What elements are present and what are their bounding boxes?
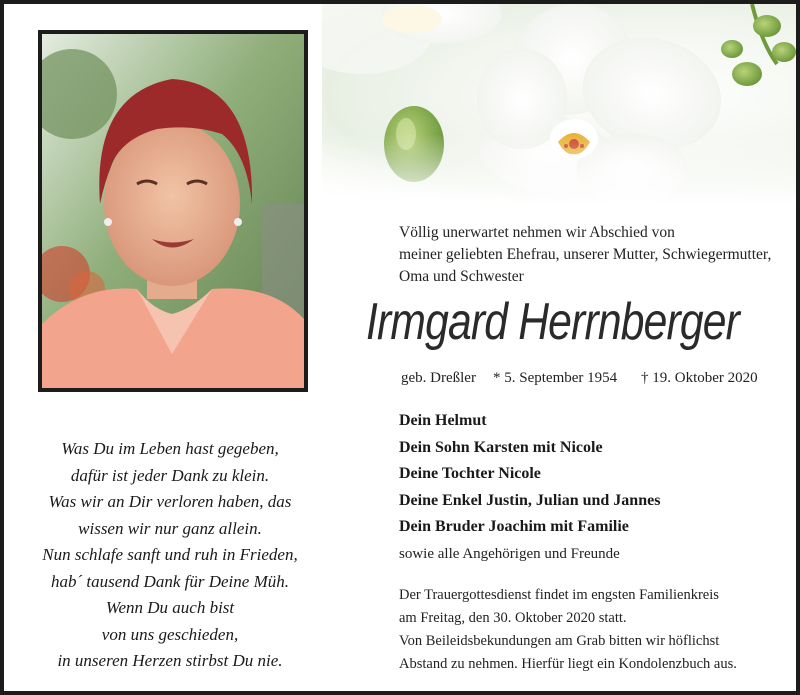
intro-line: Völlig unerwartet nehmen wir Abschied von (399, 224, 675, 241)
intro-text (399, 222, 779, 288)
mourner-line: Deine Enkel Justin, Julian und Jannes (399, 491, 661, 509)
deceased-name: Irmgard Herrnberger (366, 293, 740, 351)
service-line: Der Trauergottesdienst findet im engsten Familienkreis (399, 587, 719, 603)
maiden-name: geb. Dreßler (401, 370, 476, 386)
service-info (399, 584, 789, 676)
mourner-closing: sowie alle Angehörigen und Freunde (399, 545, 620, 562)
poem-line: hab´ tausend Dank für Deine Müh. (51, 571, 289, 591)
poem-line: dafür ist jeder Dank zu klein. (70, 465, 270, 485)
poem-line: Was wir an Dir verloren haben, das (48, 492, 292, 511)
mourner-line: Dein Bruder Joachim mit Familie (399, 518, 629, 535)
intro-line: meiner geliebten Ehefrau, unserer Mutter, Schwiegermutter, (399, 246, 772, 263)
poem-line: wissen wir nur ganz allein. (78, 518, 262, 538)
birth-date: * 5. September 1954 (493, 370, 618, 386)
service-line: Abstand zu nehmen. Hierfür liegt ein Kondolenzbuch aus. (399, 656, 737, 672)
mourner-line: Deine Tochter Nicole (399, 465, 541, 482)
intro-line: Oma und Schwester (399, 268, 524, 285)
death-date: † 19. Oktober 2020 (641, 370, 758, 386)
service-line: Von Beileidsbekundungen am Grab bitten wir höflichst (399, 633, 720, 649)
poem-line: in unseren Herzen stirbst Du nie. (57, 651, 283, 670)
poem-line: Wenn Du auch bist (105, 598, 235, 617)
mourner-line: Dein Sohn Karsten mit Nicole (399, 438, 603, 456)
poem-line: Was Du im Leben hast gegeben, (61, 439, 279, 458)
mourners-list (399, 408, 789, 567)
orchid-image (322, 4, 800, 204)
memorial-poem (38, 436, 302, 675)
poem-line: Nun schlafe sanft und ruh in Frieden, (42, 545, 298, 564)
mourner-line: Dein Helmut (399, 412, 487, 429)
portrait-photo (38, 30, 308, 392)
service-line: am Freitag, den 30. Oktober 2020 statt. (399, 610, 627, 626)
poem-line: von uns geschieden, (101, 624, 239, 644)
